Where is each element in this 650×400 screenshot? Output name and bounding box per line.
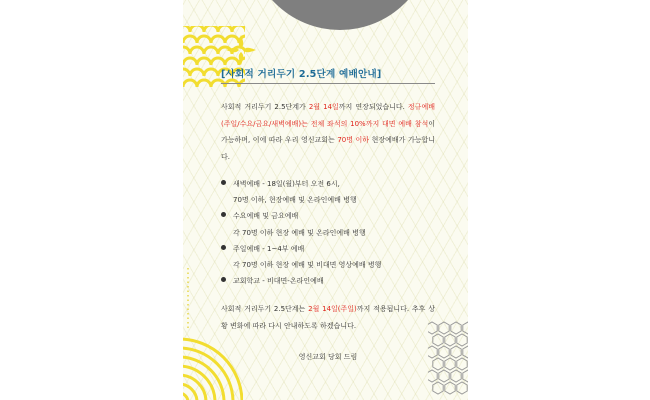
signature: 영신교회 당회 드림	[298, 353, 358, 362]
list-item	[221, 273, 435, 289]
schedule-list	[221, 176, 435, 289]
list-item-text: 새벽예배 - 18일(월)부터 오전 6시,	[233, 180, 340, 188]
list-item	[221, 225, 435, 241]
list-item-text: 교회학교 - 비대면-온라인예배	[233, 277, 324, 286]
bullet-dot-icon	[221, 277, 226, 282]
list-item	[221, 208, 435, 224]
intro-text-2: 까지 연장되었습니다.	[338, 103, 408, 111]
intro-capacity: 70명 이하	[337, 136, 370, 144]
list-item	[221, 176, 435, 192]
list-item-text: 각 70명 이하 현장 예배 및 온라인예배 병행	[233, 228, 366, 237]
bullet-dot-icon	[221, 245, 226, 250]
closing-text-2: 까지 적용됩니다. 추후 상황 변화에 따라 다시 안내하도록 하겠습니다.	[221, 305, 435, 330]
list-item	[221, 241, 435, 257]
intro-text-1: 사회적 거리두기 2.5단계가	[221, 103, 309, 111]
list-item-text: 수요예배 및 금요예배	[233, 212, 299, 221]
announcement-content	[221, 66, 435, 362]
bullet-dot-icon	[221, 180, 226, 185]
list-item-text: 주일예배 - 1~4부 예배	[233, 244, 305, 253]
intro-worship-note: 정규예배(주일/수요/금요/새벽예배)는 전체 좌석의 10%까지 대면 예배 참석	[221, 103, 435, 128]
intro-date: 2월 14일	[308, 103, 339, 111]
intro-text-4: 현장예배가 가능합니다.	[221, 136, 436, 161]
announcement-poster	[183, 0, 468, 400]
bullet-dot-icon	[221, 212, 226, 217]
list-item	[221, 192, 435, 208]
yellow-flower-icon	[225, 34, 257, 66]
closing-date: 2월 14일(주일)	[308, 305, 357, 314]
list-item	[221, 257, 435, 273]
title-underline	[221, 83, 435, 84]
closing-text-1: 사회적 거리두기 2.5단계는	[221, 305, 309, 314]
closing-paragraph	[221, 301, 435, 334]
list-item-text: 70명 이하, 현장예배 및 온라인예배 병행	[233, 196, 357, 205]
list-item-text: 각 70명 이하 현장 예배 및 비대면 영상예배 병행	[233, 260, 382, 269]
announcement-title: [사회적 거리두기 2.5단계 예배안내]	[221, 69, 382, 80]
gray-circle-decoration	[253, 0, 468, 30]
intro-text-3: 이 가능하며, 이에 따라 우리 영신교회는	[221, 119, 435, 144]
intro-paragraph	[221, 99, 435, 165]
